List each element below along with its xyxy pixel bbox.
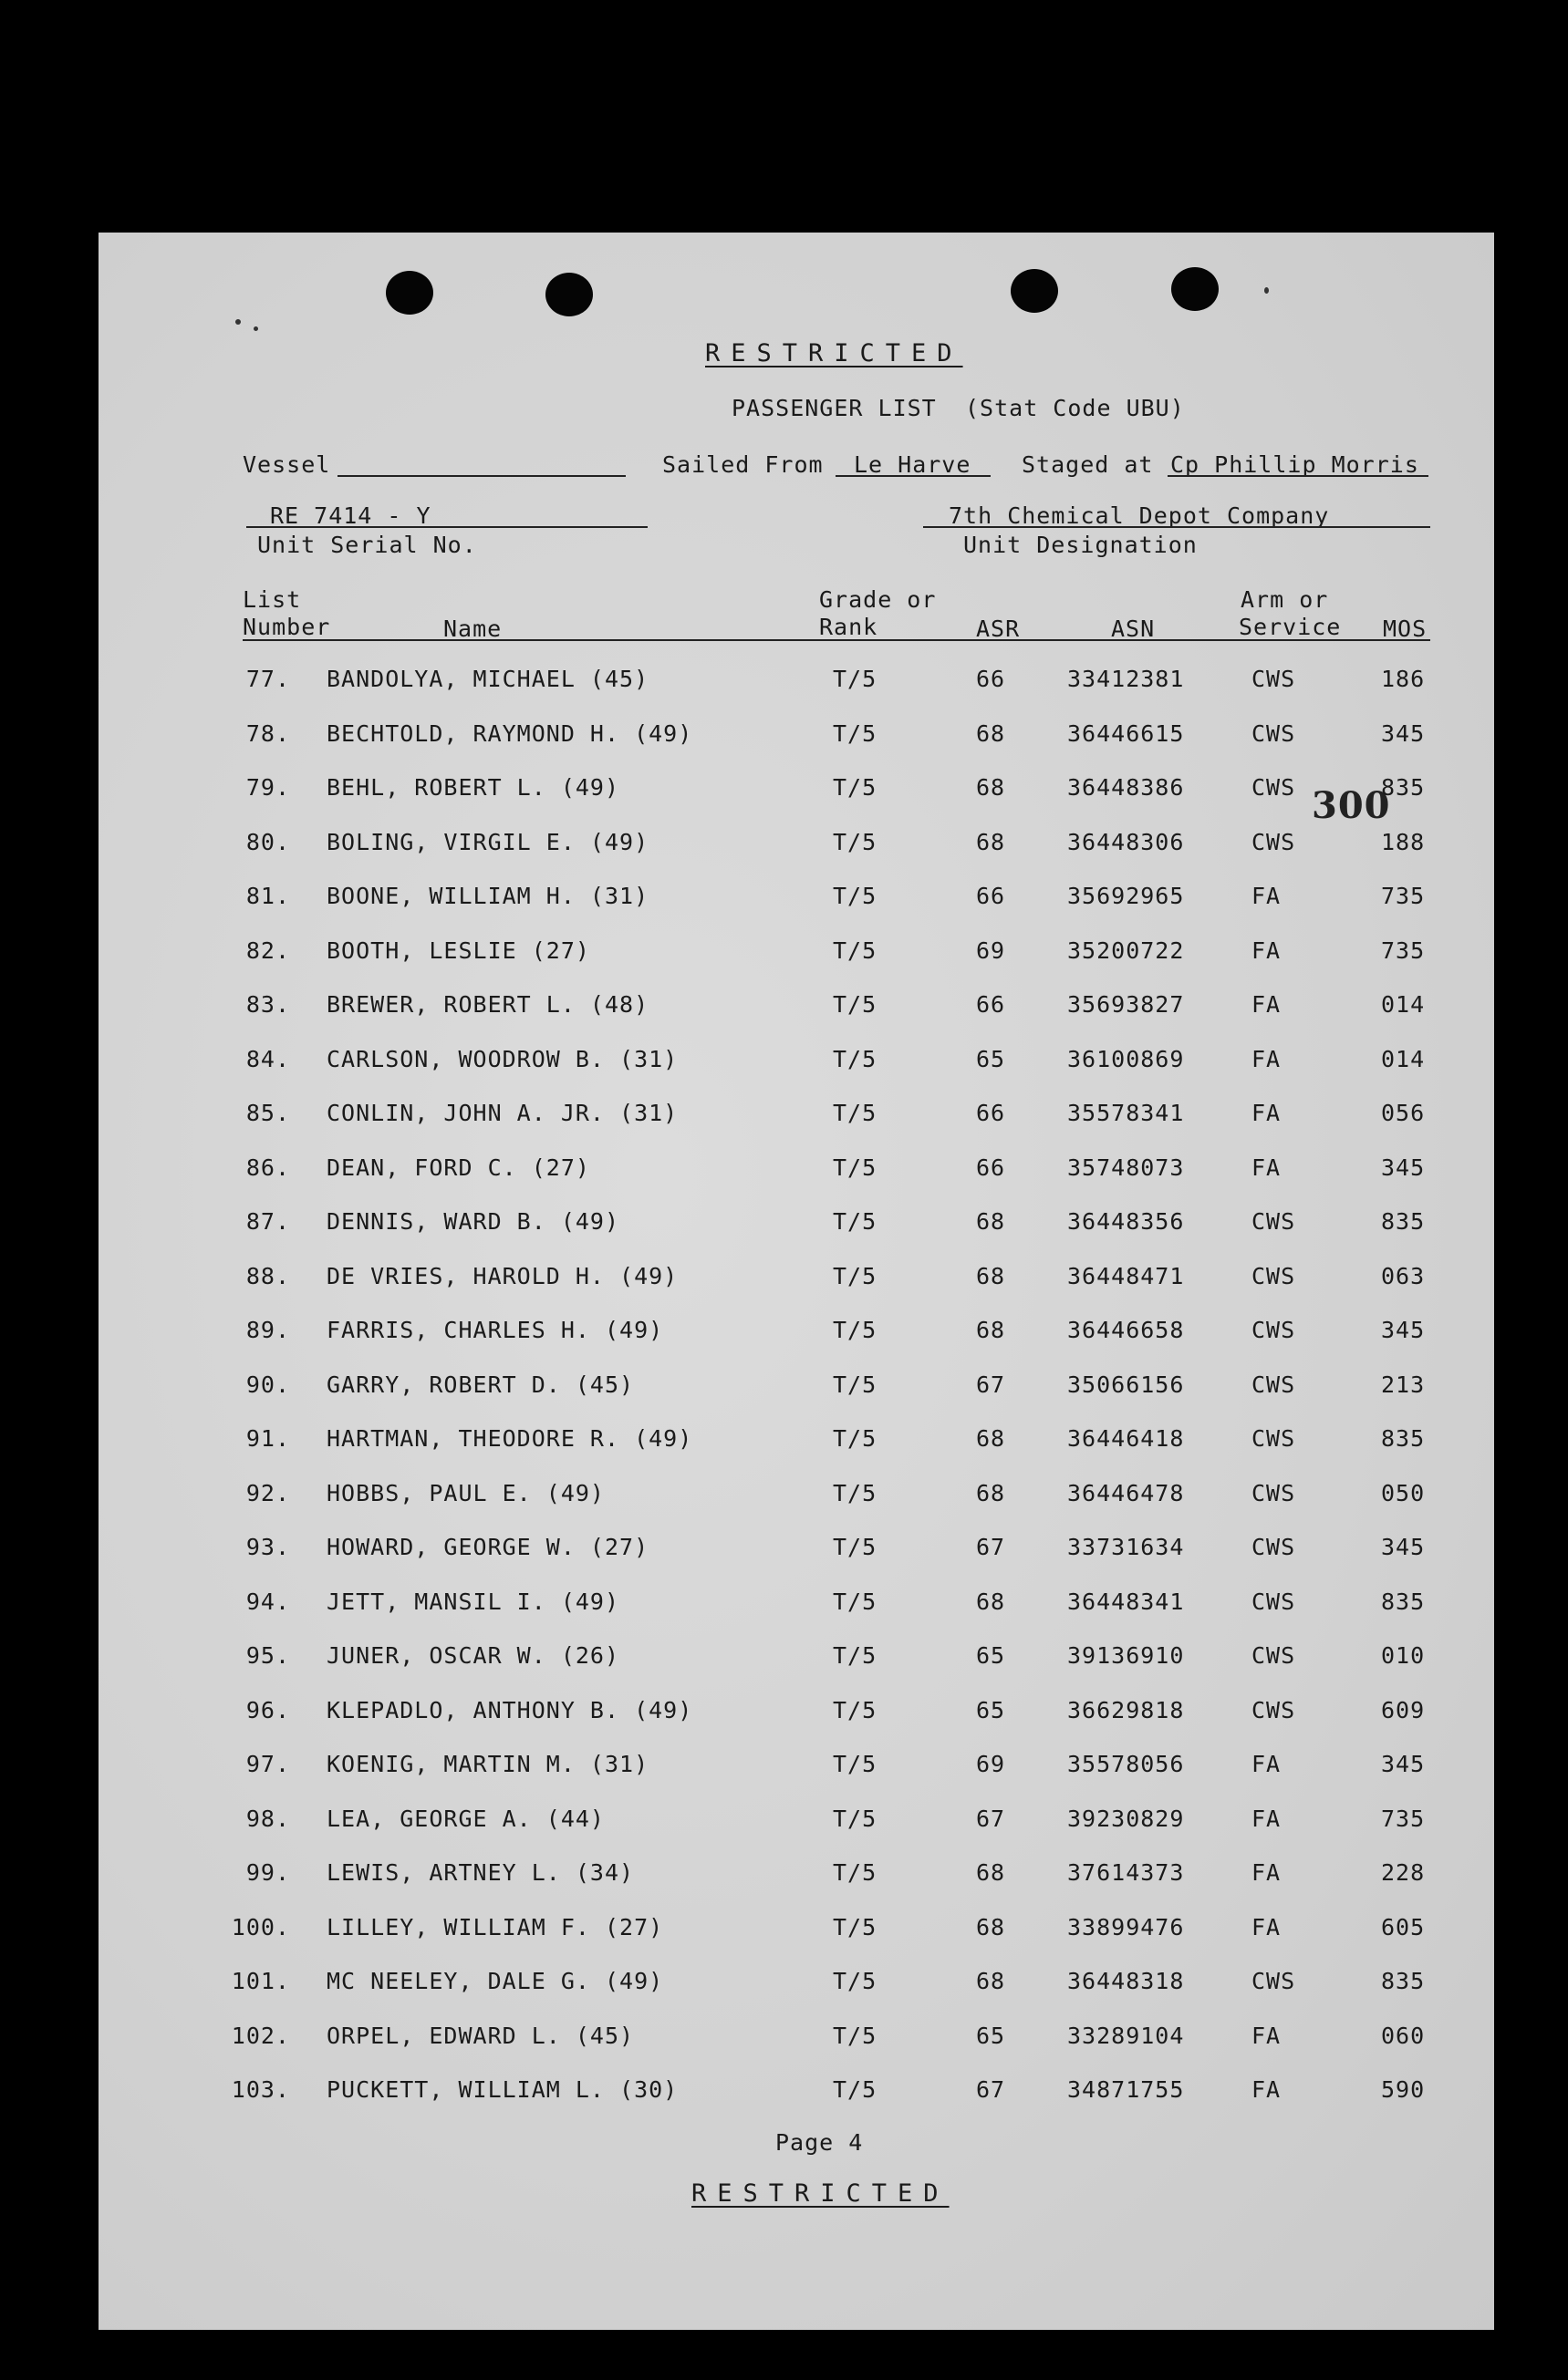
row-mos: 835 — [1381, 774, 1426, 801]
table-row — [99, 774, 1494, 802]
table-row — [99, 720, 1494, 748]
unit-serial-value: RE 7414 - Y — [270, 502, 431, 529]
row-name: KOENIG, MARTIN M. (31) — [327, 1751, 649, 1777]
row-grade: T/5 — [833, 1208, 877, 1235]
row-arm: CWS — [1251, 1534, 1296, 1560]
row-arm: FA — [1251, 883, 1282, 909]
row-name: HOWARD, GEORGE W. (27) — [327, 1534, 649, 1560]
col-name: Name — [443, 616, 503, 642]
col-list-number-line1: List — [243, 586, 302, 613]
row-grade: T/5 — [833, 991, 877, 1018]
row-name: BEHL, ROBERT L. (49) — [327, 774, 620, 801]
row-asn: 36629818 — [1067, 1696, 1185, 1723]
row-number: 98. — [245, 1805, 290, 1832]
row-mos: 228 — [1381, 1859, 1426, 1886]
row-arm: FA — [1251, 991, 1282, 1018]
row-arm: CWS — [1251, 1588, 1296, 1615]
col-grade-line1: Grade or — [819, 586, 937, 613]
row-grade: T/5 — [833, 774, 877, 801]
paper-speck — [1264, 287, 1269, 294]
row-name: BANDOLYA, MICHAEL (45) — [327, 666, 649, 692]
row-name: ORPEL, EDWARD L. (45) — [327, 2022, 635, 2049]
row-asr: 68 — [976, 1479, 1006, 1506]
punch-hole — [1171, 267, 1219, 311]
row-mos: 063 — [1381, 1262, 1426, 1289]
row-asn: 36446418 — [1067, 1425, 1185, 1452]
row-grade: T/5 — [833, 1534, 877, 1560]
row-arm: CWS — [1251, 1371, 1296, 1398]
row-asr: 68 — [976, 1317, 1006, 1343]
punch-hole — [545, 273, 593, 316]
row-grade: T/5 — [833, 719, 877, 747]
staged-at-label: Staged at — [1022, 451, 1154, 478]
restricted-title: RESTRICTED — [705, 339, 963, 367]
table-row — [99, 1588, 1494, 1616]
row-name: DEAN, FORD C. (27) — [327, 1154, 590, 1181]
row-arm: FA — [1251, 1154, 1282, 1181]
row-mos: 345 — [1381, 1534, 1426, 1560]
row-mos: 735 — [1381, 936, 1426, 964]
row-asr: 67 — [976, 2076, 1006, 2103]
unit-designation-label: Unit Designation — [963, 532, 1198, 558]
row-number: 100. — [231, 1913, 290, 1940]
row-name: JUNER, OSCAR W. (26) — [327, 1642, 620, 1669]
row-number: 101. — [231, 1968, 290, 1994]
row-asr: 65 — [976, 2022, 1006, 2049]
row-asn: 36446658 — [1067, 1317, 1185, 1343]
row-asr: 68 — [976, 774, 1006, 801]
row-name: MC NEELEY, DALE G. (49) — [327, 1968, 664, 1994]
row-asr: 66 — [976, 1100, 1006, 1126]
row-number: 79. — [245, 774, 290, 801]
stat-code: (Stat Code UBU) — [965, 395, 1185, 421]
row-grade: T/5 — [833, 936, 877, 964]
row-grade: T/5 — [833, 1751, 877, 1777]
row-asn: 34871755 — [1067, 2076, 1185, 2103]
row-mos: 609 — [1381, 1696, 1426, 1723]
row-asn: 36446615 — [1067, 719, 1185, 747]
row-name: KLEPADLO, ANTHONY B. (49) — [327, 1696, 693, 1723]
row-asn: 36448356 — [1067, 1208, 1185, 1235]
row-asr: 65 — [976, 1642, 1006, 1669]
row-name: PUCKETT, WILLIAM L. (30) — [327, 2076, 679, 2103]
row-number: 102. — [231, 2022, 290, 2049]
table-row — [99, 883, 1494, 910]
row-name: DE VRIES, HAROLD H. (49) — [327, 1262, 679, 1289]
table-row — [99, 829, 1494, 856]
table-row — [99, 1859, 1494, 1887]
row-asr: 66 — [976, 1154, 1006, 1181]
table-row — [99, 1968, 1494, 1995]
row-asn: 36448471 — [1067, 1262, 1185, 1289]
table-row — [99, 1317, 1494, 1344]
unit-serial-label: Unit Serial No. — [257, 532, 477, 558]
col-asn: ASN — [1111, 616, 1156, 642]
header-rule — [243, 639, 1430, 641]
row-name: LEWIS, ARTNEY L. (34) — [327, 1859, 635, 1886]
row-number: 87. — [245, 1208, 290, 1235]
row-asn: 33289104 — [1067, 2022, 1185, 2049]
row-grade: T/5 — [833, 1154, 877, 1181]
row-mos: 835 — [1381, 1208, 1426, 1235]
row-name: DENNIS, WARD B. (49) — [327, 1208, 620, 1235]
row-name: HOBBS, PAUL E. (49) — [327, 1479, 605, 1506]
table-row — [99, 1642, 1494, 1670]
row-arm: CWS — [1251, 666, 1296, 692]
col-grade-line2: Rank — [819, 614, 878, 640]
row-grade: T/5 — [833, 1045, 877, 1072]
row-asr: 68 — [976, 1968, 1006, 1994]
row-mos: 345 — [1381, 1317, 1426, 1343]
table-row — [99, 1208, 1494, 1236]
col-list-number-line2: Number — [243, 614, 331, 640]
row-mos: 735 — [1381, 1805, 1426, 1832]
row-mos: 050 — [1381, 1479, 1426, 1506]
row-name: HARTMAN, THEODORE R. (49) — [327, 1425, 693, 1452]
row-arm: CWS — [1251, 1479, 1296, 1506]
stamped-number: 300 — [1312, 784, 1391, 827]
row-number: 81. — [245, 883, 290, 909]
row-asn: 36446478 — [1067, 1479, 1185, 1506]
row-grade: T/5 — [833, 828, 877, 855]
table-row — [99, 1806, 1494, 1833]
row-grade: T/5 — [833, 1642, 877, 1669]
row-asr: 65 — [976, 1045, 1006, 1072]
row-asn: 35578056 — [1067, 1751, 1185, 1777]
row-mos: 835 — [1381, 1588, 1426, 1615]
table-row — [99, 2023, 1494, 2050]
row-number: 80. — [245, 828, 290, 855]
row-grade: T/5 — [833, 1859, 877, 1886]
row-mos: 056 — [1381, 1100, 1426, 1126]
table-row — [99, 937, 1494, 965]
row-number: 85. — [245, 1100, 290, 1126]
row-asn: 36448386 — [1067, 774, 1185, 801]
row-asn: 35692965 — [1067, 883, 1185, 909]
row-mos: 605 — [1381, 1913, 1426, 1940]
page-number: Page 4 — [775, 2129, 864, 2156]
table-row — [99, 1154, 1494, 1182]
row-asr: 68 — [976, 1913, 1006, 1940]
row-number: 92. — [245, 1479, 290, 1506]
row-mos: 014 — [1381, 1045, 1426, 1072]
row-mos: 345 — [1381, 1751, 1426, 1777]
row-arm: CWS — [1251, 1262, 1296, 1289]
row-arm: CWS — [1251, 1317, 1296, 1343]
staged-at-value: Cp Phillip Morris — [1170, 451, 1419, 478]
restricted-footer: RESTRICTED — [691, 2179, 950, 2208]
row-mos: 345 — [1381, 1154, 1426, 1181]
row-grade: T/5 — [833, 1100, 877, 1126]
table-row — [99, 1263, 1494, 1290]
unit-designation-value: 7th Chemical Depot Company — [949, 502, 1330, 529]
row-number: 95. — [245, 1642, 290, 1669]
row-asr: 68 — [976, 1425, 1006, 1452]
row-name: BOOTH, LESLIE (27) — [327, 936, 590, 964]
row-asn: 36448306 — [1067, 828, 1185, 855]
row-asr: 69 — [976, 1751, 1006, 1777]
row-asn: 33412381 — [1067, 666, 1185, 692]
table-row — [99, 1534, 1494, 1561]
table-row — [99, 1914, 1494, 1941]
row-number: 96. — [245, 1696, 290, 1723]
row-number: 93. — [245, 1534, 290, 1560]
row-grade: T/5 — [833, 2076, 877, 2103]
table-row — [99, 1425, 1494, 1453]
row-arm: FA — [1251, 1859, 1282, 1886]
row-asn: 35200722 — [1067, 936, 1185, 964]
paper-speck — [235, 319, 241, 325]
row-arm: CWS — [1251, 774, 1296, 801]
row-asr: 68 — [976, 1208, 1006, 1235]
row-number: 99. — [245, 1859, 290, 1886]
row-mos: 590 — [1381, 2076, 1426, 2103]
row-grade: T/5 — [833, 1262, 877, 1289]
row-asr: 66 — [976, 991, 1006, 1018]
row-asn: 39230829 — [1067, 1805, 1185, 1832]
row-number: 83. — [245, 991, 290, 1018]
row-grade: T/5 — [833, 1913, 877, 1940]
row-arm: FA — [1251, 1100, 1282, 1126]
row-asn: 35693827 — [1067, 991, 1185, 1018]
row-asr: 68 — [976, 1588, 1006, 1615]
paper-speck — [254, 326, 258, 331]
row-arm: FA — [1251, 1751, 1282, 1777]
row-arm: CWS — [1251, 1642, 1296, 1669]
sailed-from-label: Sailed From — [662, 451, 824, 478]
row-asr: 66 — [976, 883, 1006, 909]
row-grade: T/5 — [833, 1317, 877, 1343]
row-number: 84. — [245, 1045, 290, 1072]
row-name: LEA, GEORGE A. (44) — [327, 1805, 605, 1832]
sailed-from-value: Le Harve — [854, 451, 971, 478]
row-arm: FA — [1251, 1805, 1282, 1832]
row-name: JETT, MANSIL I. (49) — [327, 1588, 620, 1615]
row-asr: 67 — [976, 1534, 1006, 1560]
table-row — [99, 991, 1494, 1019]
document-page — [99, 233, 1494, 2330]
table-row — [99, 1100, 1494, 1127]
row-asn: 35748073 — [1067, 1154, 1185, 1181]
row-name: BREWER, ROBERT L. (48) — [327, 991, 649, 1018]
row-grade: T/5 — [833, 2022, 877, 2049]
row-arm: CWS — [1251, 1696, 1296, 1723]
row-arm: FA — [1251, 2022, 1282, 2049]
row-grade: T/5 — [833, 1479, 877, 1506]
row-number: 91. — [245, 1425, 290, 1452]
col-arm-line1: Arm or — [1241, 586, 1329, 613]
row-mos: 188 — [1381, 828, 1426, 855]
row-number: 78. — [245, 719, 290, 747]
row-grade: T/5 — [833, 883, 877, 909]
col-asr: ASR — [976, 616, 1021, 642]
row-name: CONLIN, JOHN A. JR. (31) — [327, 1100, 679, 1126]
row-name: BECHTOLD, RAYMOND H. (49) — [327, 719, 693, 747]
row-asn: 39136910 — [1067, 1642, 1185, 1669]
row-number: 89. — [245, 1317, 290, 1343]
table-row — [99, 1751, 1494, 1778]
row-asr: 69 — [976, 936, 1006, 964]
row-arm: CWS — [1251, 1968, 1296, 1994]
row-mos: 835 — [1381, 1968, 1426, 1994]
unit-designation-underline — [923, 526, 1430, 528]
row-asr: 67 — [976, 1371, 1006, 1398]
unit-serial-underline — [246, 526, 648, 528]
row-asn: 37614373 — [1067, 1859, 1185, 1886]
row-grade: T/5 — [833, 666, 877, 692]
row-name: GARRY, ROBERT D. (45) — [327, 1371, 635, 1398]
table-row — [99, 1480, 1494, 1507]
row-mos: 060 — [1381, 2022, 1426, 2049]
row-grade: T/5 — [833, 1968, 877, 1994]
row-name: BOONE, WILLIAM H. (31) — [327, 883, 649, 909]
row-asn: 35578341 — [1067, 1100, 1185, 1126]
row-number: 88. — [245, 1262, 290, 1289]
row-asr: 68 — [976, 1859, 1006, 1886]
row-number: 94. — [245, 1588, 290, 1615]
row-arm: CWS — [1251, 719, 1296, 747]
row-mos: 835 — [1381, 1425, 1426, 1452]
row-asn: 35066156 — [1067, 1371, 1185, 1398]
row-mos: 014 — [1381, 991, 1426, 1018]
sailed-from-underline — [836, 475, 991, 477]
row-number: 97. — [245, 1751, 290, 1777]
row-grade: T/5 — [833, 1805, 877, 1832]
row-arm: FA — [1251, 2076, 1282, 2103]
row-arm: CWS — [1251, 828, 1296, 855]
row-number: 90. — [245, 1371, 290, 1398]
row-asn: 36448318 — [1067, 1968, 1185, 1994]
row-mos: 010 — [1381, 1642, 1426, 1669]
table-row — [99, 1697, 1494, 1724]
row-asr: 68 — [976, 719, 1006, 747]
row-number: 103. — [231, 2076, 290, 2103]
row-name: FARRIS, CHARLES H. (49) — [327, 1317, 664, 1343]
row-name: LILLEY, WILLIAM F. (27) — [327, 1913, 664, 1940]
row-arm: FA — [1251, 936, 1282, 964]
table-row — [99, 1046, 1494, 1073]
row-number: 82. — [245, 936, 290, 964]
table-row — [99, 2076, 1494, 2104]
staged-at-underline — [1168, 475, 1428, 477]
row-number: 86. — [245, 1154, 290, 1181]
punch-hole — [1011, 269, 1058, 313]
row-asr: 68 — [976, 1262, 1006, 1289]
row-asr: 66 — [976, 666, 1006, 692]
row-asn: 33899476 — [1067, 1913, 1185, 1940]
row-grade: T/5 — [833, 1371, 877, 1398]
vessel-underline — [337, 475, 626, 477]
row-mos: 345 — [1381, 719, 1426, 747]
row-arm: CWS — [1251, 1425, 1296, 1452]
col-arm-line2: Service — [1239, 614, 1342, 640]
vessel-label: Vessel — [243, 451, 331, 478]
row-grade: T/5 — [833, 1425, 877, 1452]
table-row — [99, 1371, 1494, 1399]
row-arm: CWS — [1251, 1208, 1296, 1235]
row-asn: 36448341 — [1067, 1588, 1185, 1615]
col-mos: MOS — [1383, 616, 1428, 642]
table-row — [99, 666, 1494, 693]
row-name: BOLING, VIRGIL E. (49) — [327, 828, 649, 855]
row-arm: FA — [1251, 1913, 1282, 1940]
row-mos: 186 — [1381, 666, 1426, 692]
row-name: CARLSON, WOODROW B. (31) — [327, 1045, 679, 1072]
row-grade: T/5 — [833, 1588, 877, 1615]
row-asn: 36100869 — [1067, 1045, 1185, 1072]
row-number: 77. — [245, 666, 290, 692]
row-asr: 67 — [976, 1805, 1006, 1832]
passenger-list-heading: PASSENGER LIST — [732, 395, 937, 421]
row-grade: T/5 — [833, 1696, 877, 1723]
row-arm: FA — [1251, 1045, 1282, 1072]
row-asn: 33731634 — [1067, 1534, 1185, 1560]
row-asr: 65 — [976, 1696, 1006, 1723]
row-mos: 735 — [1381, 883, 1426, 909]
row-asr: 68 — [976, 828, 1006, 855]
punch-hole — [386, 271, 433, 315]
row-mos: 213 — [1381, 1371, 1426, 1398]
